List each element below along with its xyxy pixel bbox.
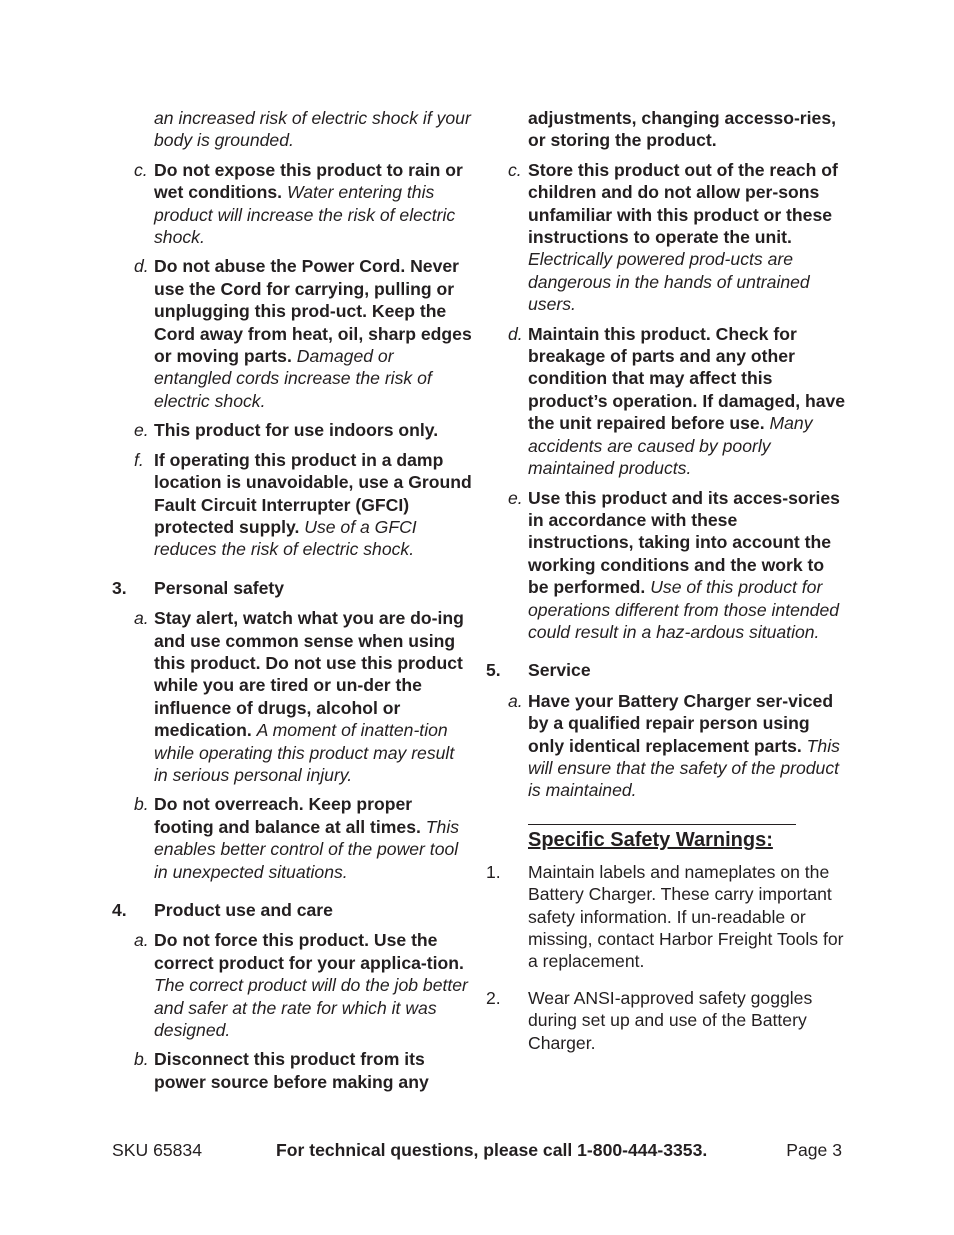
section-number: 4. [112,900,127,920]
item-bold-text: Have your Battery Charger ser-viced by a qualified repair person using only identical replacement parts. [528,690,834,756]
item-italic-text: Use of this product for operations different from those intended could result in a haz-ardous situation. [528,577,840,642]
right-column [484,107,846,1068]
item-letter: e. [508,487,523,508]
section-3-heading [110,577,472,599]
warning-number: 2. [486,987,501,1008]
section-4-heading [110,899,472,921]
item-italic-text: The correct product will do the job better and safer at the rate for which it was designed. [154,975,468,1041]
item-letter: c. [134,159,148,180]
item-italic-text: This enables better control of the power tool in unexpected situations. [154,816,460,882]
item-letter: a. [134,608,149,629]
left-column [110,107,472,1100]
item-right-c [484,159,846,316]
item-letter: d. [134,256,149,277]
section-number: 3. [112,577,127,598]
footer-phone: For technical questions, please call 1-800-444-3353. [276,1140,708,1160]
warning-text: Wear ANSI-approved safety goggles during set up and use of the Battery Charger. [528,987,813,1053]
item-letter: c. [508,159,522,180]
item-bold-text: Do not overreach. Keep proper footing and balance at all times. [154,794,421,837]
section-title: Service [528,660,591,681]
item-bold-text: Maintain this product. Check for breakage of parts and any other condition that may affect this product’s operation. If damaged, have the unit repaired before use. [528,323,846,434]
item-bold-text: If operating this product in a damp location is unavoidable, use a Ground Fault Circuit Interrupter (GFCI) protected supply. [154,449,472,537]
item-bold-text: Do not abuse the Power Cord. Never use the Cord for carrying, pulling or unplugging this prod-uct. Keep the Cord away from heat, oil, sharp edges or moving parts. [154,256,472,367]
warning-item-1 [484,861,846,973]
item-3a [110,607,472,786]
warning-number: 1. [486,861,501,882]
item-bold-text: Store this product out of the reach of children and do not allow per-sons unfamiliar with this product or these instructions to operate the unit. [528,159,838,248]
item-5a [484,690,846,802]
item-left-d [110,255,472,412]
item-4b [110,1048,472,1093]
item-bold-text: Stay alert, watch what you are do-ing and use common sense when using this product. Do not use this product while you are tired or un-der the influence of drugs, alcohol or medication. [154,608,464,741]
right-continued-text: adjustments, changing accesso-ries, or storing the product. [528,108,836,151]
item-letter: e. [134,420,149,441]
specific-warnings-heading: Specific Safety Warnings: [528,828,773,851]
item-bold-text: Do not force this product. Use the correct product for your applica-tion. [154,930,464,973]
item-letter: b. [134,1049,149,1070]
item-3b [110,793,472,883]
left-continued-text: an increased risk of electric shock if your body is grounded. [154,108,471,151]
item-left-e [110,419,472,441]
section-title: Personal safety [154,577,285,598]
warning-text: Maintain labels and nameplates on the Battery Charger. These carry important safety information. If un-readable or missing, contact Harbor Freight Tools for a replacement. [528,861,844,972]
warning-item-2 [484,987,846,1054]
footer-sku: SKU 65834 [112,1140,202,1160]
section-number: 5. [486,660,501,681]
section-5-heading [484,659,846,681]
item-letter: d. [508,323,523,344]
item-bold-text: This product for use indoors only. [154,420,439,441]
item-4a [110,929,472,1041]
page-footer [112,1140,842,1164]
section-title: Product use and care [154,900,333,920]
item-italic-text: Many accidents are caused by poorly maintained products. [528,413,813,479]
item-letter: a. [134,930,149,951]
item-italic-text: Electrically powered prod-ucts are dangerous in the hands of untrained users. [528,249,810,315]
item-bold-text: Do not expose this product to rain or wet conditions. [154,159,463,203]
footer-page-number: Page 3 [786,1140,842,1160]
item-right-d [484,323,846,480]
item-bold-text: Use this product and its acces-sories in accordance with these instructions, taking into account the working conditions and the work to be performed. [528,487,840,598]
item-letter: f. [134,449,144,470]
item-left-f [110,449,472,561]
item-italic-text: Use of a GFCI reduces the risk of electric shock. [154,516,417,560]
item-left-c [110,159,472,249]
item-letter: a. [508,690,523,711]
item-letter: b. [134,794,149,815]
item-italic-text: Water entering this product will increase the risk of electric shock. [154,182,456,248]
specific-warnings-rule [528,824,796,853]
item-italic-text: A moment of inatten-tion while operating this product may result in serious personal injury. [154,720,455,785]
item-italic-text: This will ensure that the safety of the product is maintained. [528,735,840,801]
item-italic-text: Damaged or entangled cords increase the risk of electric shock. [154,346,432,411]
item-right-e [484,487,846,644]
item-bold-text: Disconnect this product from its power source before making any [154,1049,429,1092]
